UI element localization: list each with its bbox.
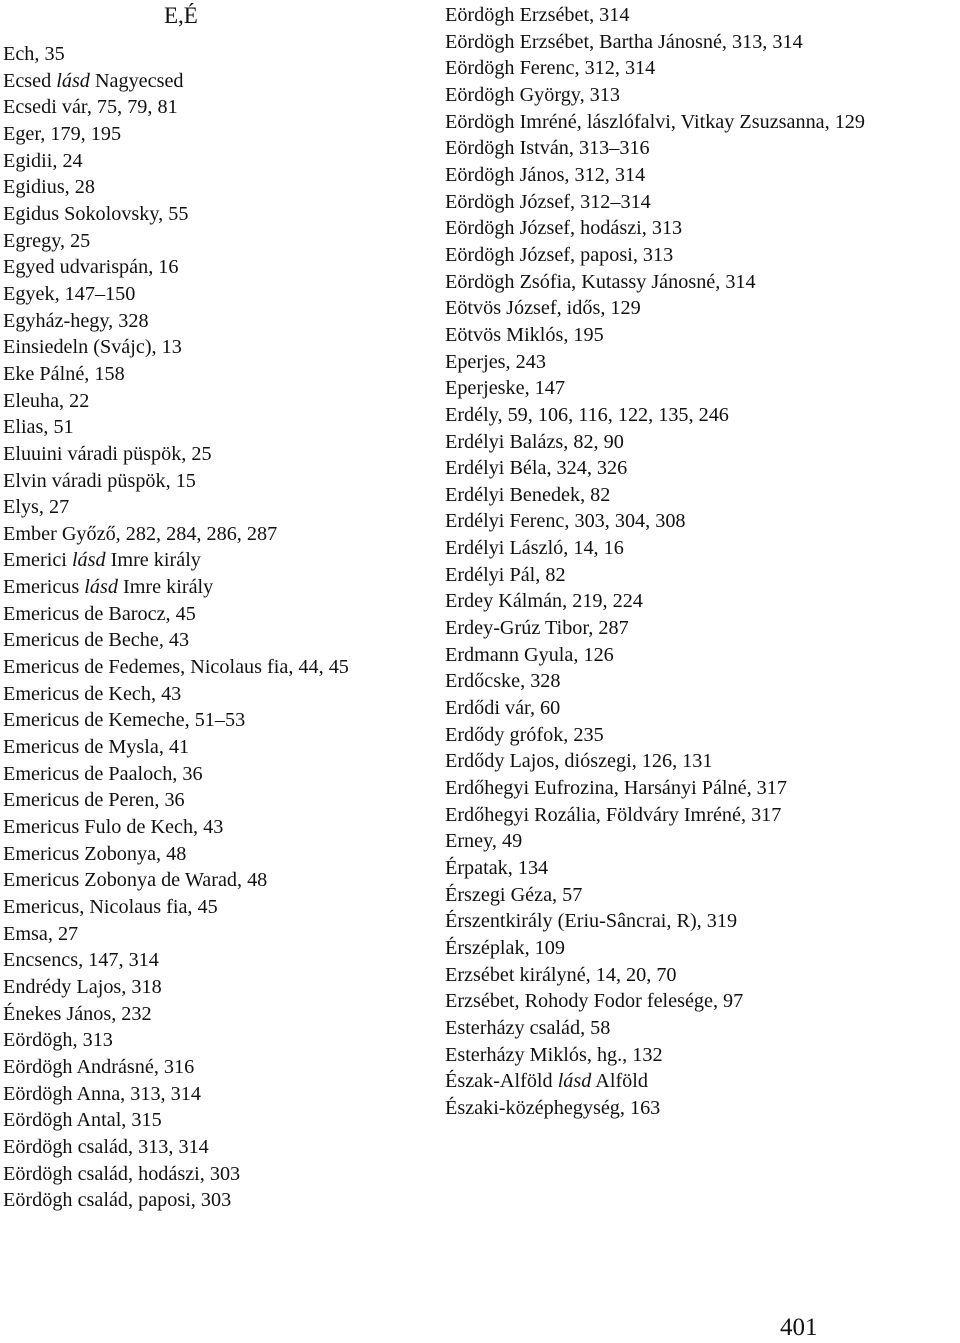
index-entry [445, 668, 955, 695]
index-entry-text: Erdőhegyi Rozália, Földváry Imréné, 317 [445, 803, 782, 826]
index-entry-text: Esterházy család, 58 [445, 1016, 611, 1039]
index-entry [3, 841, 423, 868]
index-entry-text: Esterházy Miklós, hg., 132 [445, 1043, 663, 1066]
index-entry-text: Egidus Sokolovsky, 55 [3, 202, 189, 225]
index-entry-text: Eördögh József, paposi, 313 [445, 243, 674, 266]
index-entry [3, 1027, 423, 1054]
index-entry-text: Eleuha, 22 [3, 389, 90, 412]
index-entry-text: Eördögh Andrásné, 316 [3, 1055, 195, 1078]
index-entry-text: Emericus de Fedemes, Nicolaus fia, 44, 45 [3, 656, 349, 679]
index-entry [3, 1107, 423, 1134]
index-entry [3, 814, 423, 841]
index-entry-text: Eördögh Antal, 315 [3, 1109, 162, 1132]
index-entry [445, 1068, 955, 1095]
index-entry [3, 1054, 423, 1081]
index-entry [445, 615, 955, 642]
index-entry [445, 82, 955, 109]
index-entry [3, 654, 423, 681]
index-entry [3, 148, 423, 175]
index-entry [3, 228, 423, 255]
index-entry-text: Emsa, 27 [3, 922, 79, 945]
index-entry [3, 787, 423, 814]
index-entry-text: Imre király [117, 576, 214, 599]
index-entry-text: Eördögh József, hodászi, 313 [445, 217, 683, 240]
index-entry [445, 908, 955, 935]
index-entry-text: Eördögh János, 312, 314 [445, 163, 646, 186]
index-entry [445, 775, 955, 802]
index-entry-text: Emericus, Nicolaus fia, 45 [3, 896, 218, 918]
index-entry [3, 441, 423, 468]
index-entry-text: Eger, 179, 195 [3, 122, 122, 145]
index-entry [445, 482, 955, 509]
index-entry-text: Nagyecsed [89, 69, 184, 92]
cross-reference: lásd [84, 576, 118, 599]
index-entry [3, 1161, 423, 1188]
index-entry [445, 748, 955, 775]
index-entry [445, 562, 955, 589]
index-entry-text: Érszentkirály (Eriu-Sâncrai, R), 319 [445, 910, 738, 933]
index-entry-text: Emericus de Peren, 36 [3, 789, 185, 812]
index-entry [3, 468, 423, 495]
index-entry-text: Egregy, 25 [3, 229, 91, 252]
index-entry-text: Emericus [3, 576, 85, 599]
index-entry [3, 707, 423, 734]
index-entry [445, 375, 955, 402]
cross-reference: lásd [56, 69, 90, 92]
index-entry-text: Erdélyi Benedek, 82 [445, 483, 611, 506]
index-entry-text: Erdélyi László, 14, 16 [445, 537, 624, 560]
index-entry-text: Eördögh család, hodászi, 303 [3, 1162, 241, 1185]
index-entry [445, 962, 955, 989]
section-heading: E,É [164, 3, 198, 28]
index-entry [3, 627, 423, 654]
index-entry-text: Einsiedeln (Svájc), 13 [3, 336, 182, 359]
index-entry-text: Északi-középhegység, 163 [445, 1096, 661, 1119]
index-entry [3, 601, 423, 628]
index-entry [3, 921, 423, 948]
index-entry [445, 722, 955, 749]
index-entry-text: Eördögh Zsófia, Kutassy Jánosné, 314 [445, 270, 756, 293]
index-entry [3, 414, 423, 441]
index-entry [445, 802, 955, 829]
index-entry-text: Egyek, 147–150 [3, 282, 136, 305]
index-entry-text: Eötvös Miklós, 195 [445, 323, 604, 346]
index-entry [445, 855, 955, 882]
index-entry [445, 162, 955, 189]
index-entry-text: Eördögh család, paposi, 303 [3, 1189, 232, 1212]
index-entry [3, 388, 423, 415]
index-entry-text: Eperjes, 243 [445, 350, 546, 373]
index-entry [445, 242, 955, 269]
index-entry [445, 429, 955, 456]
index-entry [445, 135, 955, 162]
index-entry-text: Alföld [591, 1070, 648, 1093]
index-entry-text: Egyház-hegy, 328 [3, 309, 149, 332]
index-entry [3, 894, 423, 921]
index-entry [445, 189, 955, 216]
index-entry-text: Endrédy Lajos, 318 [3, 975, 162, 998]
index-entry-text: Emericus Zobonya, 48 [3, 842, 187, 865]
index-entry-text: Eördögh Imréné, lászlófalvi, Vitkay Zsuzsanna, 129 [445, 110, 865, 133]
index-entry [445, 535, 955, 562]
index-entry-text: Erdélyi Ferenc, 303, 304, 308 [445, 510, 686, 533]
index-entry-text: Erzsébet, Rohody Fodor felesége, 97 [445, 990, 744, 1013]
index-entry-text: Erdőcske, 328 [445, 670, 561, 693]
cross-reference: lásd [71, 549, 106, 572]
index-entry [445, 882, 955, 909]
index-entry-text: Erney, 49 [445, 830, 523, 853]
index-entry [3, 1001, 423, 1028]
index-entry-text: Ecsed [3, 69, 57, 92]
index-entry [3, 947, 423, 974]
index-entry-text: Erdmann Gyula, 126 [445, 643, 614, 666]
index-entry [3, 308, 423, 335]
index-entry [445, 215, 955, 242]
index-entry-text: Eördögh család, 313, 314 [3, 1135, 209, 1158]
index-entry [445, 322, 955, 349]
index-entry-text: Emericus Zobonya de Warad, 48 [3, 869, 268, 892]
index-entry-text: Eötvös József, idős, 129 [445, 297, 641, 320]
index-entry [3, 174, 423, 201]
index-entry [445, 29, 955, 56]
index-entry [3, 361, 423, 388]
index-entry-text: Erdélyi Pál, 82 [445, 563, 566, 586]
index-entry [3, 867, 423, 894]
index-entry-text: Eluuini váradi püspök, 25 [3, 442, 212, 465]
index-entry-text: Erzsébet királyné, 14, 20, 70 [445, 963, 677, 986]
index-entry-text: Énekes János, 232 [3, 1002, 152, 1025]
index-entry [3, 41, 423, 68]
index-entry-text: Emericus de Kemeche, 51–53 [3, 709, 246, 732]
index-entry [445, 269, 955, 296]
index-entry [3, 121, 423, 148]
index-entry-text: Erdélyi Balázs, 82, 90 [445, 430, 624, 453]
index-entry-text: Erdély, 59, 106, 116, 122, 135, 246 [445, 403, 729, 426]
index-entry-text: Emericus de Paaloch, 36 [3, 762, 203, 785]
index-entry [3, 574, 423, 601]
index-entry-text: Erdey-Grúz Tibor, 287 [445, 617, 629, 640]
index-entry-text: Erdey Kálmán, 219, 224 [445, 590, 643, 613]
index-entry [445, 695, 955, 722]
index-entry-text: Encsencs, 147, 314 [3, 949, 159, 972]
index-entry [3, 734, 423, 761]
index-entry-text: Érpatak, 134 [445, 857, 549, 879]
index-entry [3, 1134, 423, 1161]
index-entry-text: Érszéplak, 109 [445, 936, 565, 959]
index-entry-text: Érszegi Géza, 57 [445, 883, 583, 906]
index-entry [3, 494, 423, 521]
index-entry-text: Eördögh Erzsébet, 314 [445, 4, 630, 26]
index-entry [3, 761, 423, 788]
index-entry-text: Eördögh György, 313 [445, 83, 620, 106]
index-entry-text: Eke Pálné, 158 [3, 362, 125, 385]
index-entry [3, 68, 423, 95]
index-column-right [445, 2, 955, 1122]
index-entry-text: Eördögh Erzsébet, Bartha Jánosné, 313, 314 [445, 30, 803, 53]
index-entry-text: Erdődi vár, 60 [445, 697, 561, 720]
index-entry [445, 588, 955, 615]
index-entry-text: Erdődy Lajos, diószegi, 126, 131 [445, 750, 713, 773]
index-entry-text: Imre király [105, 549, 201, 572]
index-entry-text: Emericus de Barocz, 45 [3, 602, 196, 625]
index-entry [3, 681, 423, 708]
index-entry [445, 1095, 955, 1122]
index-entry [445, 642, 955, 669]
index-entry-text: Eördögh, 313 [3, 1029, 113, 1052]
index-entry-text: Elys, 27 [3, 496, 70, 519]
index-entry [3, 1081, 423, 1108]
index-entry-text: Eperjeske, 147 [445, 377, 565, 400]
index-entry-text: Eördögh Anna, 313, 314 [3, 1082, 201, 1105]
index-entry-text: Ech, 35 [3, 43, 65, 65]
index-entry [445, 935, 955, 962]
index-entry [3, 254, 423, 281]
index-entry-text: Elias, 51 [3, 416, 74, 439]
index-entry-text: Emericus de Kech, 43 [3, 682, 182, 705]
index-entry [3, 521, 423, 548]
index-entry-text: Ecsedi vár, 75, 79, 81 [3, 96, 178, 119]
index-entry [3, 281, 423, 308]
index-entry-text: Emericus de Mysla, 41 [3, 736, 190, 759]
index-entry [3, 974, 423, 1001]
index-entry-text: Észak-Alföld [445, 1070, 558, 1093]
index-entry [445, 828, 955, 855]
index-entry [3, 1187, 423, 1214]
index-entry-text: Egidius, 28 [3, 176, 95, 199]
index-entry [445, 455, 955, 482]
index-entry-text: Egidii, 24 [3, 149, 83, 172]
index-entry [445, 2, 955, 29]
index-entry [445, 1015, 955, 1042]
index-column-left [3, 41, 423, 1214]
index-entry [3, 201, 423, 228]
index-entry-text: Ember Győző, 282, 284, 286, 287 [3, 522, 278, 545]
cross-reference: lásd [557, 1070, 592, 1093]
index-entry-text: Emericus de Beche, 43 [3, 629, 190, 652]
index-entry-text: Erdőhegyi Eufrozina, Harsányi Pálné, 317 [445, 777, 787, 800]
index-entry-text: Erdélyi Béla, 324, 326 [445, 457, 628, 480]
index-entry-text: Erdődy grófok, 235 [445, 723, 604, 746]
index-entry [445, 508, 955, 535]
index-entry [445, 1042, 955, 1069]
index-entry-text: Eördögh István, 313–316 [445, 137, 650, 160]
index-entry-text: Emericus Fulo de Kech, 43 [3, 816, 224, 839]
index-entry [445, 349, 955, 376]
index-entry [3, 94, 423, 121]
index-entry-text: Eördögh József, 312–314 [445, 190, 651, 213]
page-number: 401 [780, 1314, 818, 1341]
index-entry [3, 334, 423, 361]
index-entry-text: Emerici [3, 549, 72, 572]
index-entry-text: Elvin váradi püspök, 15 [3, 469, 196, 492]
index-entry [445, 109, 955, 136]
index-entry-text: Egyed udvarispán, 16 [3, 256, 179, 279]
index-entry [445, 988, 955, 1015]
index-entry [445, 295, 955, 322]
index-entry [445, 402, 955, 429]
index-entry [3, 547, 423, 574]
index-entry [445, 55, 955, 82]
index-entry-text: Eördögh Ferenc, 312, 314 [445, 57, 656, 80]
